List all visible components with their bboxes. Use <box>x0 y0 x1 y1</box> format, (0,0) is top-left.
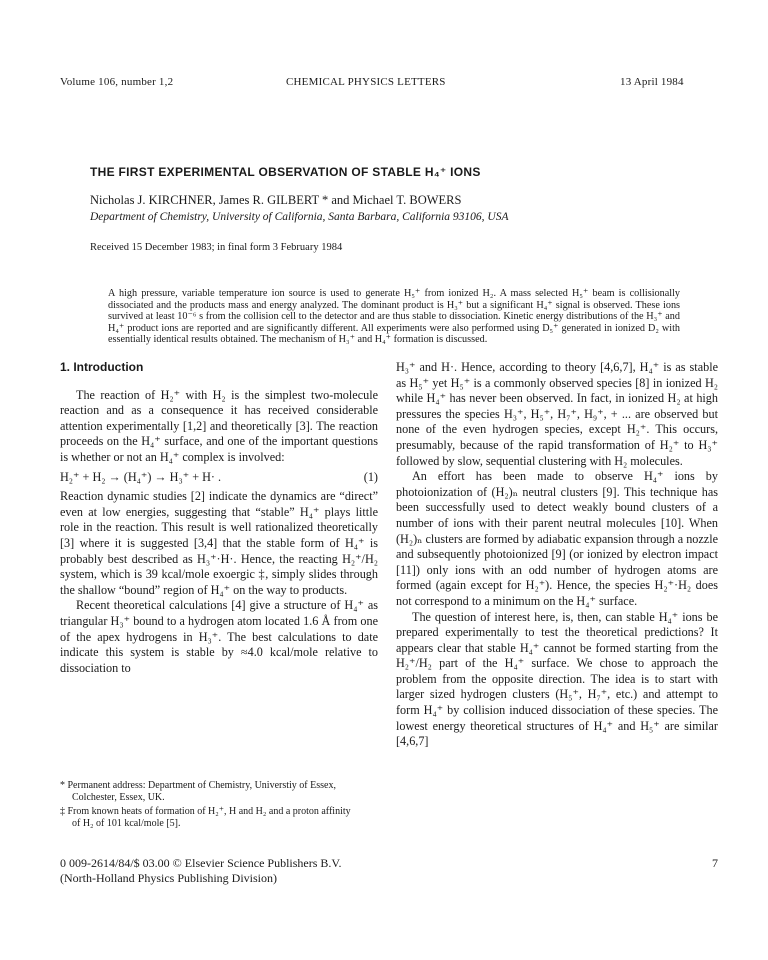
paragraph: The question of interest here, is, then, can stable H₄⁺ ions be prepared experimentally to test the theoretical predictions? It appears clear that stable H₄⁺ cannot be formed starting from the H₂⁺/H₂ part of the H₄⁺ surface. We chose to approach the problem from the opposite direction. The idea is to start with larger sized hydrogen clusters (H₅⁺, H₇⁺, etc.) and attempt to form H₄⁺ by collision induced dissociation of these species. The lowest energy theoretical structures of H₄⁺ and H₅⁺ are similar [4,6,7] <box>396 609 718 749</box>
paragraph: Recent theoretical calculations [4] give a structure of H₄⁺ as triangular H₃⁺ bound to a hydrogen atom located 1.6 Å from one of the apex hydrogens in H₃⁺. The best calculations to date indicate this system is stable by ≈4.0 kcal/mole relative to dissociation to <box>60 598 378 675</box>
journal-name: CHEMICAL PHYSICS LETTERS <box>286 76 446 88</box>
division-line: (North-Holland Physics Publishing Division) <box>60 871 278 885</box>
equation-1 <box>60 470 378 486</box>
paragraph: Reaction dynamic studies [2] indicate the dynamics are “direct” even at low energies, suggesting that “stable” H₄⁺ plays little role in the reaction. This result is well rationalized theoretically [3] where it is suggested [3,4] that the stable form of H₄⁺ is probably best described as H₃⁺·H·. Hence, the reacting H₂⁺/H₂ system, which is 39 kcal/mole exoergic ‡, simply slides through the shallow “bound” region of H₄⁺ on the way to products. <box>60 489 378 597</box>
volume-info: Volume 106, number 1,2 <box>60 76 174 88</box>
issue-date: 13 April 1984 <box>620 76 684 88</box>
publisher-info <box>60 856 342 886</box>
equation-text: H₂⁺ + H₂ → (H₄⁺) → H₃⁺ + H· . <box>60 469 222 484</box>
issn-line: 0 009-2614/84/$ 03.00 © Elsevier Science Publishers B.V. <box>60 856 342 870</box>
footnotes <box>60 780 360 832</box>
received-dates: Received 15 December 1983; in final form 3 February 1984 <box>90 242 343 253</box>
page-number: 7 <box>712 856 718 870</box>
section-heading: 1. Introduction <box>60 360 144 374</box>
paragraph: An effort has been made to observe H₄⁺ ions by photoionization of (H₂)ₙ neutral clusters [9]. This technique has been successfully used to detect weakly bound clusters of a number of ions with their parent neutral molecules [10]. When (H₂)ₙ clusters are formed by adiabatic expansion through a nozzle and subsequently photoionized [9] (or ionized by electron impact [11]) only ions with an odd number of hydrogen atoms are formed (again except for H₂⁺). Hence, the species H₂⁺·H₂ does not correspond to a minimum on the H₄⁺ surface. <box>396 469 718 608</box>
article-title: THE FIRST EXPERIMENTAL OBSERVATION OF STABLE H₄⁺ IONS <box>90 165 481 179</box>
paragraph: The reaction of H₂⁺ with H₂ is the simplest two-molecule reaction and as a consequence it has received considerable attention experimentally [1,2] and theoretically [3]. The reaction proceeds on the H₄⁺ surface, and one of the important questions is whether or not an H₄⁺ complex is involved: <box>60 387 378 464</box>
paragraph: H₃⁺ and H·. Hence, according to theory [4,6,7], H₄⁺ is as stable as H₅⁺ yet H₅⁺ is a commonly observed species [8] in ionized H₂ while H₄⁺ has never been observed. In fact, in ionized H₂ at high pressures the species H₃⁺, H₅⁺, H₇⁺, H₉⁺, + ... are observed but none of the even hydrogen species, except H₂⁺. This occurs, presumably, because of the rapid transformation of H₂⁺ to H₃⁺ followed by slow, sequential clustering with H₂ molecules. <box>396 360 718 468</box>
right-column <box>396 360 718 750</box>
equation-number: (1) <box>363 469 378 484</box>
author-list: Nicholas J. KIRCHNER, James R. GILBERT * and Michael T. BOWERS <box>90 193 462 207</box>
affiliation: Department of Chemistry, University of California, Santa Barbara, California 93106, USA <box>90 211 509 223</box>
abstract: A high pressure, variable temperature ion source is used to generate H₅⁺ from ionized H₂. A mass selected H₅⁺ beam is collisionally dissociated and the products mass and energy analyzed. The dominant product is H₃⁺ but a significant H₄⁺ signal is observed. These ions survived at least 10⁻⁶ s from the collision cell to the detector and are thus stable to dissociation. Kinetic energy distributions of the H₃⁺ and H₄⁺ product ions are reported and are significantly different. All experiments were also performed using D₅⁺ generated in ionized D₂ with essentially identical results obtained. The mechanism of H₃⁺ and H₄⁺ formation is discussed. <box>108 288 680 346</box>
left-column <box>60 360 378 676</box>
footnote: * Permanent address: Department of Chemistry, Universtiy of Essex, Colchester, Essex, UK. <box>60 780 336 803</box>
footnote: ‡ From known heats of formation of H₂⁺, H and H₂ and a proton affinity of H₂ of 101 kcal/mole [5]. <box>60 806 351 829</box>
